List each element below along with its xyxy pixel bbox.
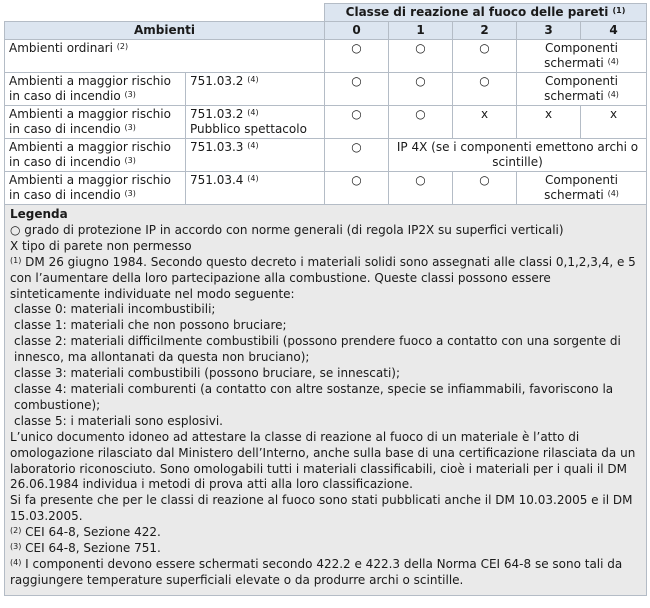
- ref-cell: [186, 139, 325, 172]
- footnote-ref: (4): [607, 57, 619, 66]
- ambiente-cell: [5, 139, 186, 172]
- class-item: classe 4: materiali comburenti (a contatto con altre sostanze, specie se infiammabili, favoriscono la combustione);: [14, 381, 614, 412]
- legend-cell: [5, 205, 647, 596]
- note-1-text: DM 26 giugno 1984. Secondo questo decreto i materiali solidi sono assegnati alle classi 0,1,2,3,4, e 5 con l’aumentare della loro partecipazione alla combustione. Queste classi possono essere sinteticamente individuate nel modo seguente:: [10, 254, 636, 301]
- note-2-text: CEI 64-8, Sezione 422.: [25, 525, 161, 540]
- ambiente-name: Ambienti a maggior rischio: [9, 140, 171, 154]
- ambiente-name: Ambienti a maggior rischio: [9, 107, 171, 121]
- table-row: [5, 73, 647, 106]
- note-4-text: I componenti devono essere schermati secondo 422.2 e 422.3 della Norma CEI 64-8 se sono tali da raggiungere temperature superficiali elevate o da produrre archi o scintille.: [10, 556, 623, 587]
- componenti-schermati-cell: [517, 172, 647, 205]
- value-cell: x: [453, 106, 517, 139]
- ref-cell: [186, 106, 325, 139]
- classe-header: [325, 4, 647, 22]
- ref-code: 751.03.3: [190, 140, 244, 154]
- header-row-2: [5, 22, 647, 40]
- legend-line-x: X tipo di parete non permesso: [10, 238, 192, 253]
- value-cell: x: [517, 106, 581, 139]
- table-row: [5, 40, 647, 73]
- footnote-mark: (2): [10, 526, 22, 536]
- value-cell: ○: [325, 73, 389, 106]
- header-row-1: [5, 4, 647, 22]
- header-blank-cell: [5, 4, 325, 22]
- legend-row: [5, 205, 647, 596]
- componenti-schermati-cell: [517, 40, 647, 73]
- value-cell: ○: [453, 172, 517, 205]
- table-row: [5, 106, 647, 139]
- value-cell: ○: [389, 40, 453, 73]
- footnote-ref: (3): [124, 189, 136, 198]
- componenti-label: Componenti schermati: [544, 74, 619, 103]
- class-item: classe 1: materiali che non possono bruciare;: [14, 318, 287, 333]
- value-cell: ○: [325, 106, 389, 139]
- footnote-ref: (4): [607, 189, 619, 198]
- table-row: [5, 139, 647, 172]
- ref-code: 751.03.2: [190, 74, 244, 88]
- value-cell: ○: [325, 139, 389, 172]
- ambiente-name-line2: in caso di incendio: [9, 188, 121, 202]
- componenti-label: Componenti schermati: [544, 173, 619, 202]
- componenti-label: Componenti schermati: [544, 41, 619, 70]
- col-header-2: 2: [453, 22, 517, 40]
- fire-reaction-table: [4, 3, 647, 596]
- ref-code: 751.03.4: [190, 173, 244, 187]
- footnote-ref: (3): [124, 156, 136, 165]
- value-cell: x: [581, 106, 647, 139]
- ambiente-name: Ambienti ordinari: [9, 41, 113, 55]
- legend-title: Legenda: [10, 207, 68, 221]
- note-1: [10, 255, 641, 303]
- value-cell: ○: [325, 172, 389, 205]
- class-item: classe 5: i materiali sono esplosivi.: [14, 413, 223, 428]
- footnote-ref: (4): [247, 141, 259, 150]
- class-item: classe 0: materiali incombustibili;: [14, 302, 216, 317]
- class-item: classe 2: materiali difficilmente combustibili (possono prendere fuoco a contatto con una sorgente di innesco, ma allontanati da questa non bruciano);: [14, 334, 621, 365]
- ambiente-name: Ambienti a maggior rischio: [9, 74, 171, 88]
- ambiente-cell: [5, 40, 325, 73]
- footnote-ref: (3): [124, 90, 136, 99]
- col-header-3: 3: [517, 22, 581, 40]
- footnote-mark: (4): [10, 557, 22, 567]
- col-header-4: 4: [581, 22, 647, 40]
- ambiente-name: Ambienti a maggior rischio: [9, 173, 171, 187]
- ambiente-name-line2: in caso di incendio: [9, 89, 121, 103]
- value-cell: ○: [389, 106, 453, 139]
- value-cell: ○: [325, 40, 389, 73]
- footnote-ref: (4): [607, 90, 619, 99]
- fire-reaction-table-container: [4, 3, 646, 596]
- footnote-ref: (1): [612, 6, 626, 15]
- dm-paragraph: Si fa presente che per le classi di reazione al fuoco sono stati pubblicati anche il DM 10.03.2005 e il DM 15.03.2005.: [10, 493, 633, 524]
- footnote-ref: (4): [247, 75, 259, 84]
- footnote-ref: (4): [247, 174, 259, 183]
- omologazione-paragraph: L’unico documento idoneo ad attestare la classe di reazione al fuoco di un materiale è l’atto di omologazione rilasciato dal Ministero dell’Interno, anche sulla base di una certificazione rilasciata da un laboratorio riconosciuto. Sono omologabili tutti i materiali classificabili, cioè i materiali per i quali il DM 26.06.1984 individua i metodi di prova atti alla loro classificazione.: [10, 429, 636, 492]
- ref-subtitle: Pubblico spettacolo: [190, 122, 307, 136]
- class-item: classe 3: materiali combustibili (possono bruciare, se innescati);: [14, 366, 401, 381]
- componenti-schermati-cell: [517, 73, 647, 106]
- note-2: [10, 525, 641, 541]
- note-4: [10, 557, 641, 589]
- value-cell: ○: [389, 73, 453, 106]
- ambiente-cell: [5, 73, 186, 106]
- ref-cell: [186, 172, 325, 205]
- ref-code: 751.03.2: [190, 107, 244, 121]
- footnote-ref: (3): [124, 123, 136, 132]
- value-cell: ○: [453, 40, 517, 73]
- footnote-ref: (4): [247, 108, 259, 117]
- note-3-text: CEI 64-8, Sezione 751.: [25, 541, 161, 556]
- classe-header-label: Classe di reazione al fuoco delle pareti: [345, 5, 609, 19]
- ip4x-cell: IP 4X (se i componenti emettono archi o scintille): [389, 139, 647, 172]
- footnote-mark: (3): [10, 542, 22, 552]
- col-header-1: 1: [389, 22, 453, 40]
- footnote-mark: (1): [10, 255, 22, 265]
- col-header-0: 0: [325, 22, 389, 40]
- ambiente-name-line2: in caso di incendio: [9, 155, 121, 169]
- ref-cell: [186, 73, 325, 106]
- table-row: [5, 172, 647, 205]
- footnote-ref: (2): [116, 42, 129, 51]
- ambienti-header: Ambienti: [5, 22, 325, 40]
- value-cell: ○: [453, 73, 517, 106]
- ambiente-name-line2: in caso di incendio: [9, 122, 121, 136]
- note-3: [10, 541, 641, 557]
- value-cell: ○: [389, 172, 453, 205]
- legend-line-ip: ○ grado di protezione IP in accordo con norme generali (di regola IP2X su superfici verticali): [10, 222, 564, 237]
- ambiente-cell: [5, 106, 186, 139]
- ambiente-cell: [5, 172, 186, 205]
